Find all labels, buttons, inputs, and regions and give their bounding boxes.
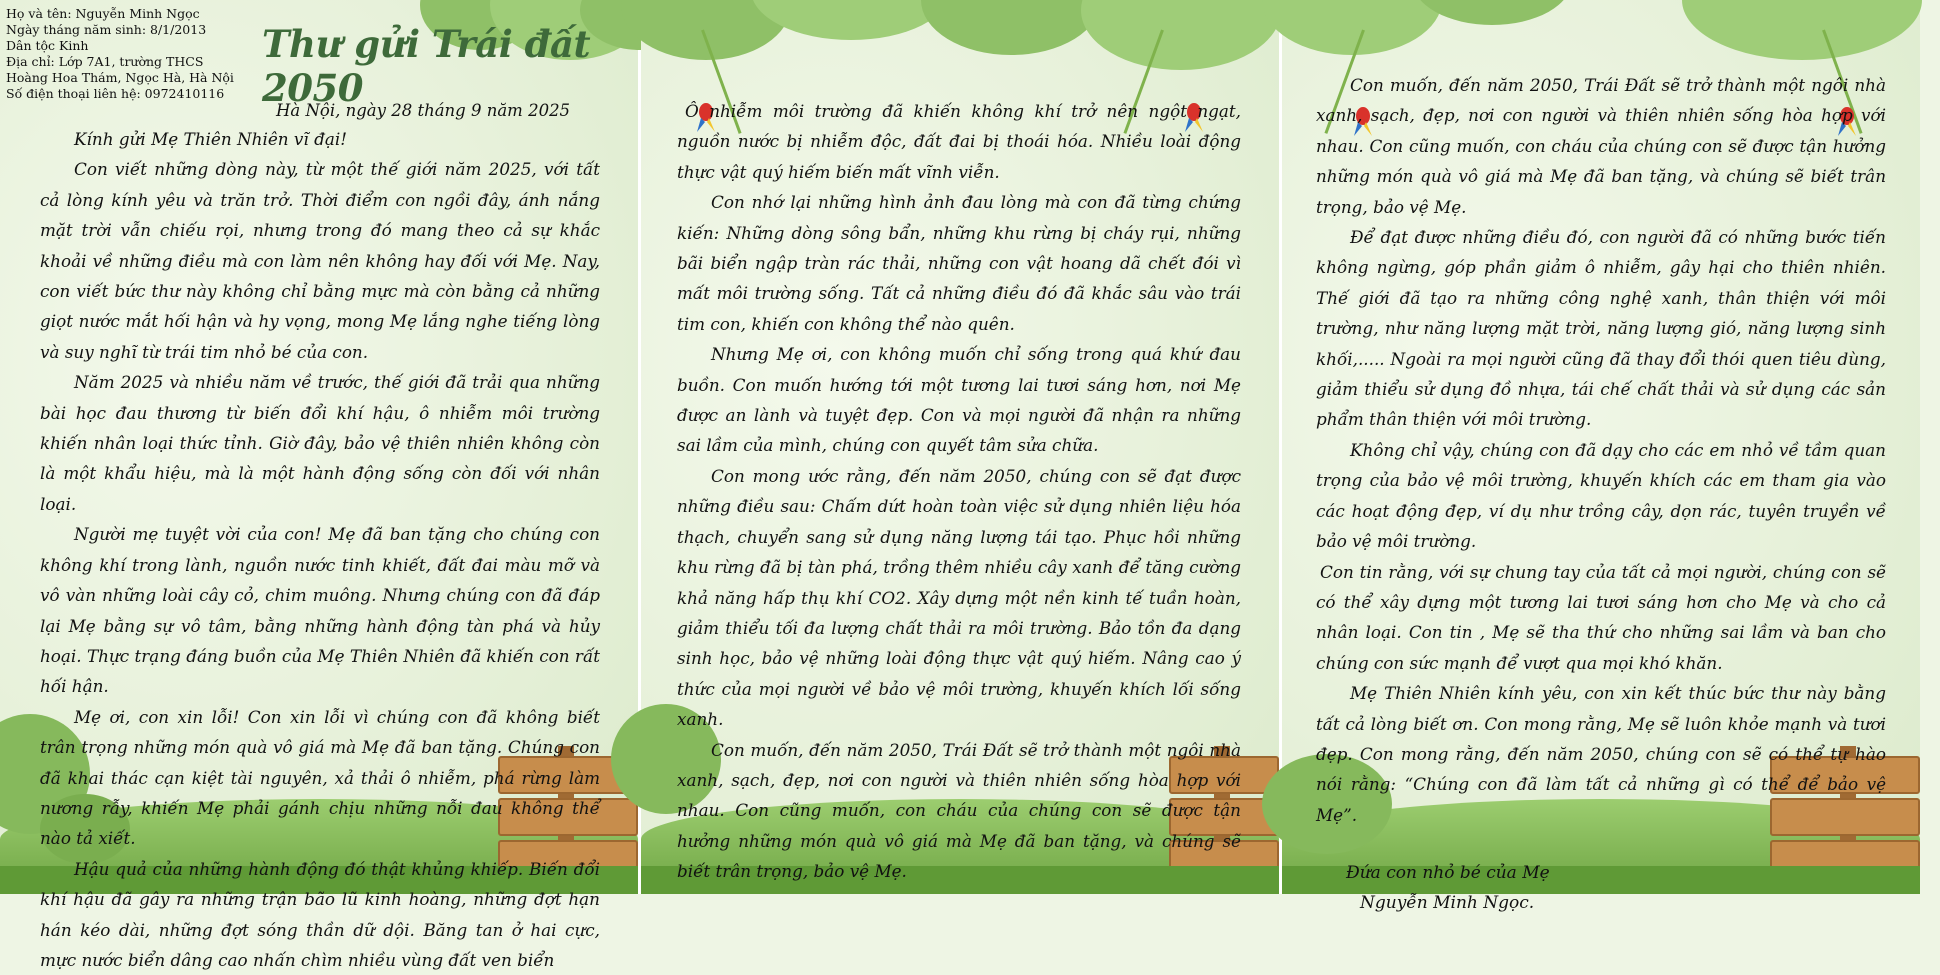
page-3-body [1316, 70, 1886, 918]
paragraph: Người mẹ tuyệt vời của con! Mẹ đã ban tặng cho chúng con không khí trong lành, nguồn nước tinh khiết, đất đai màu mỡ và vô vàn những loài cây cỏ, chim muông. Nhưng chúng con đã đáp lại Mẹ bằng sự vô tâm, bằng những hành động tàn phá và hủy hoại. Thực trạng đáng buồn của Mẹ Thiên Nhiên đã khiến con rất hối hận. [40, 524, 600, 697]
paragraph: Để đạt được những điều đó, con người đã có những bước tiến không ngừng, góp phần giảm ô nhiễm, gây hại cho thiên nhiên. Thế giới đã tạo ra những công nghệ xanh, thân thiện với môi trường, như năng lượng mặt trời, năng lượng gió, năng lượng sinh khối,..... Ngoài ra mọi người cũng đã thay đổi thói quen tiêu dùng, giảm thiểu sử dụng đồ nhựa, tái chế chất thải và sử dụng các sản phẩm thân thiện với môi trường. [1316, 227, 1886, 430]
signature-block [1316, 858, 1886, 918]
paragraph: Con mong ước rằng, đến năm 2050, chúng con sẽ đạt được những điều sau: Chấm dứt hoàn toàn việc sử dụng nhiên liệu hóa thạch, chuyển sang sử dụng năng lượng tái tạo. Phục hồi những khu rừng đã bị tàn phá, trồng thêm nhiều cây xanh để tăng cường khả năng hấp thụ khí CO2. Xây dựng một nền kinh tế tuần hoàn, giảm thiểu tối đa lượng chất thải ra môi trường. Bảo tồn đa dạng sinh học, bảo vệ những loài động thực vật quý hiếm. Nâng cao ý thức của mọi người về bảo vệ môi trường, khuyến khích lối sống xanh. [677, 465, 1241, 730]
paragraph: Hậu quả của những hành động đó thật khủng khiếp. Biến đổi khí hậu đã gây ra những trận bão lũ kinh hoàng, những đợt hạn hán kéo dài, những đợt sóng thần dữ dội. Băng tan ở hai cực, mực nước biển dâng cao nhấn chìm nhiều vùng đất ven biển [40, 858, 600, 970]
author-ethnicity: Dân tộc Kinh [6, 38, 89, 53]
paragraph: Mẹ ơi, con xin lỗi! Con xin lỗi vì chúng con đã không biết trân trọng những món quà vô giá mà Mẹ đã ban tặng. Chúng con đã khai thác cạn kiệt tài nguyên, xả thải ô nhiễm, phá rừng làm nương rẫy, khiến Mẹ phải gánh chịu những nỗi đau không thể nào tả xiết. [40, 706, 600, 849]
paragraph: Con muốn, đến năm 2050, Trái Đất sẽ trở thành một ngôi nhà xanh, sạch, đẹp, nơi con người và thiên nhiên sống hòa hợp với nhau. Con cũng muốn, con cháu của chúng con sẽ được tận hưởng những món quà vô giá mà Mẹ đã ban tặng, và chúng sẽ biết trân trọng, bảo vệ Mẹ. [677, 739, 1241, 882]
author-address-line1: Địa chỉ: Lớp 7A1, trường THCS [6, 54, 204, 69]
paragraph: Năm 2025 và nhiều năm về trước, thế giới đã trải qua những bài học đau thương từ biến đổi khí hậu, ô nhiễm môi trường khiến nhân loại thức tỉnh. Giờ đây, bảo vệ thiên nhiên không còn là một khẩu hiệu, mà là một hành động sống còn đối với nhân loại. [40, 372, 600, 514]
signature-line1: Đứa con nhỏ bé của Mẹ [1346, 863, 1550, 884]
signature-line2: Nguyễn Minh Ngọc. [1360, 893, 1535, 914]
author-name: Họ và tên: Nguyễn Minh Ngọc [6, 6, 200, 21]
page-2-body [677, 96, 1241, 887]
author-address-line2: Hoàng Hoa Thám, Ngọc Hà, Hà Nội [6, 70, 234, 85]
greeting: Kính gửi Mẹ Thiên Nhiên vĩ đại! [74, 129, 347, 149]
letter-title: Thư gửi Trái đất 2050 [262, 22, 591, 110]
author-phone: Số điện thoại liên hệ: 0972410116 [6, 86, 225, 101]
paragraph: Mẹ Thiên Nhiên kính yêu, con xin kết thúc bức thư này bằng tất cả lòng biết ơn. Con mong rằng, Mẹ sẽ luôn khỏe mạnh và tươi đẹp. Con mong rằng, đến năm 2050, chúng con sẽ có thể tự hào nói rằng: “Chúng con đã làm tất cả những gì có thể để bảo vệ Mẹ”. [1316, 683, 1886, 825]
paragraph: Nhưng Mẹ ơi, con không muốn chỉ sống trong quá khứ đau buồn. Con muốn hướng tới một tương lai tươi sáng hơn, nơi Mẹ được an lành và tuyệt đẹp. Con và mọi người đã nhận ra những sai lầm của mình, chúng con quyết tâm sửa chữa. [677, 344, 1241, 456]
letter-date: Hà Nội, ngày 28 tháng 9 năm 2025 [276, 101, 571, 120]
page-3 [1282, 0, 1920, 914]
paragraph: Con tin rằng, với sự chung tay của tất cả mọi người, chúng con sẽ có thể xây dựng một tương lai tươi sáng hơn cho Mẹ và cho cả nhân loại. Con tin , Mẹ sẽ tha thứ cho những sai lầm và ban cho chúng con sức mạnh để vượt qua mọi khó khăn. [1316, 561, 1886, 673]
paragraph: Con viết những dòng này, từ một thế giới năm 2025, với tất cả lòng kính yêu và trăn trở. Thời điểm con ngồi đây, ánh nắng mặt trời vẫn chiếu rọi, nhưng trong đó mang theo cả sự khắc khoải về những điều mà con làm nên không hay đối với Mẹ. Nay, con viết bức thư này không chỉ bằng mực mà còn bằng cả những giọt nước mắt hối hận và hy vọng, mong Mẹ lắng nghe tiếng lòng và suy nghĩ từ trái tim nhỏ bé của con. [40, 159, 600, 362]
author-info [6, 6, 234, 102]
page-1 [0, 0, 638, 970]
page-2 [641, 0, 1279, 894]
page-1-body [40, 124, 600, 975]
paragraph: Ô nhiễm môi trường đã khiến không khí trở nên ngột ngạt, nguồn nước bị nhiễm độc, đất đai bị thoái hóa. Nhiều loài động thực vật quý hiếm biến mất vĩnh viễn. [677, 101, 1241, 182]
paragraph: Con muốn, đến năm 2050, Trái Đất sẽ trở thành một ngôi nhà xanh, sạch, đẹp, nơi con người và thiên nhiên sống hòa hợp với nhau. Con cũng muốn, con cháu của chúng con sẽ được tận hưởng những món quà vô giá mà Mẹ đã ban tặng, và chúng sẽ biết trân trọng, bảo vệ Mẹ. [1316, 75, 1886, 217]
tree-canopy-decoration [621, 0, 1299, 110]
author-dob: Ngày tháng năm sinh: 8/1/2013 [6, 22, 207, 37]
paragraph: Con nhớ lại những hình ảnh đau lòng mà con đã từng chứng kiến: Những dòng sông bẩn, những khu rừng bị cháy rụi, những bãi biển ngập tràn rác thải, những con vật hoang dã chết đói vì mất môi trường sống. Tất cả những điều đó đã khắc sâu vào trái tim con, khiến con không thể nào quên. [677, 192, 1241, 334]
paragraph: Không chỉ vậy, chúng con đã dạy cho các em nhỏ về tầm quan trọng của bảo vệ môi trường, khuyến khích các em tham gia vào các hoạt động đẹp, ví dụ như trồng cây, dọn rác, tuyên truyền về bảo vệ môi trường. [1316, 439, 1886, 552]
